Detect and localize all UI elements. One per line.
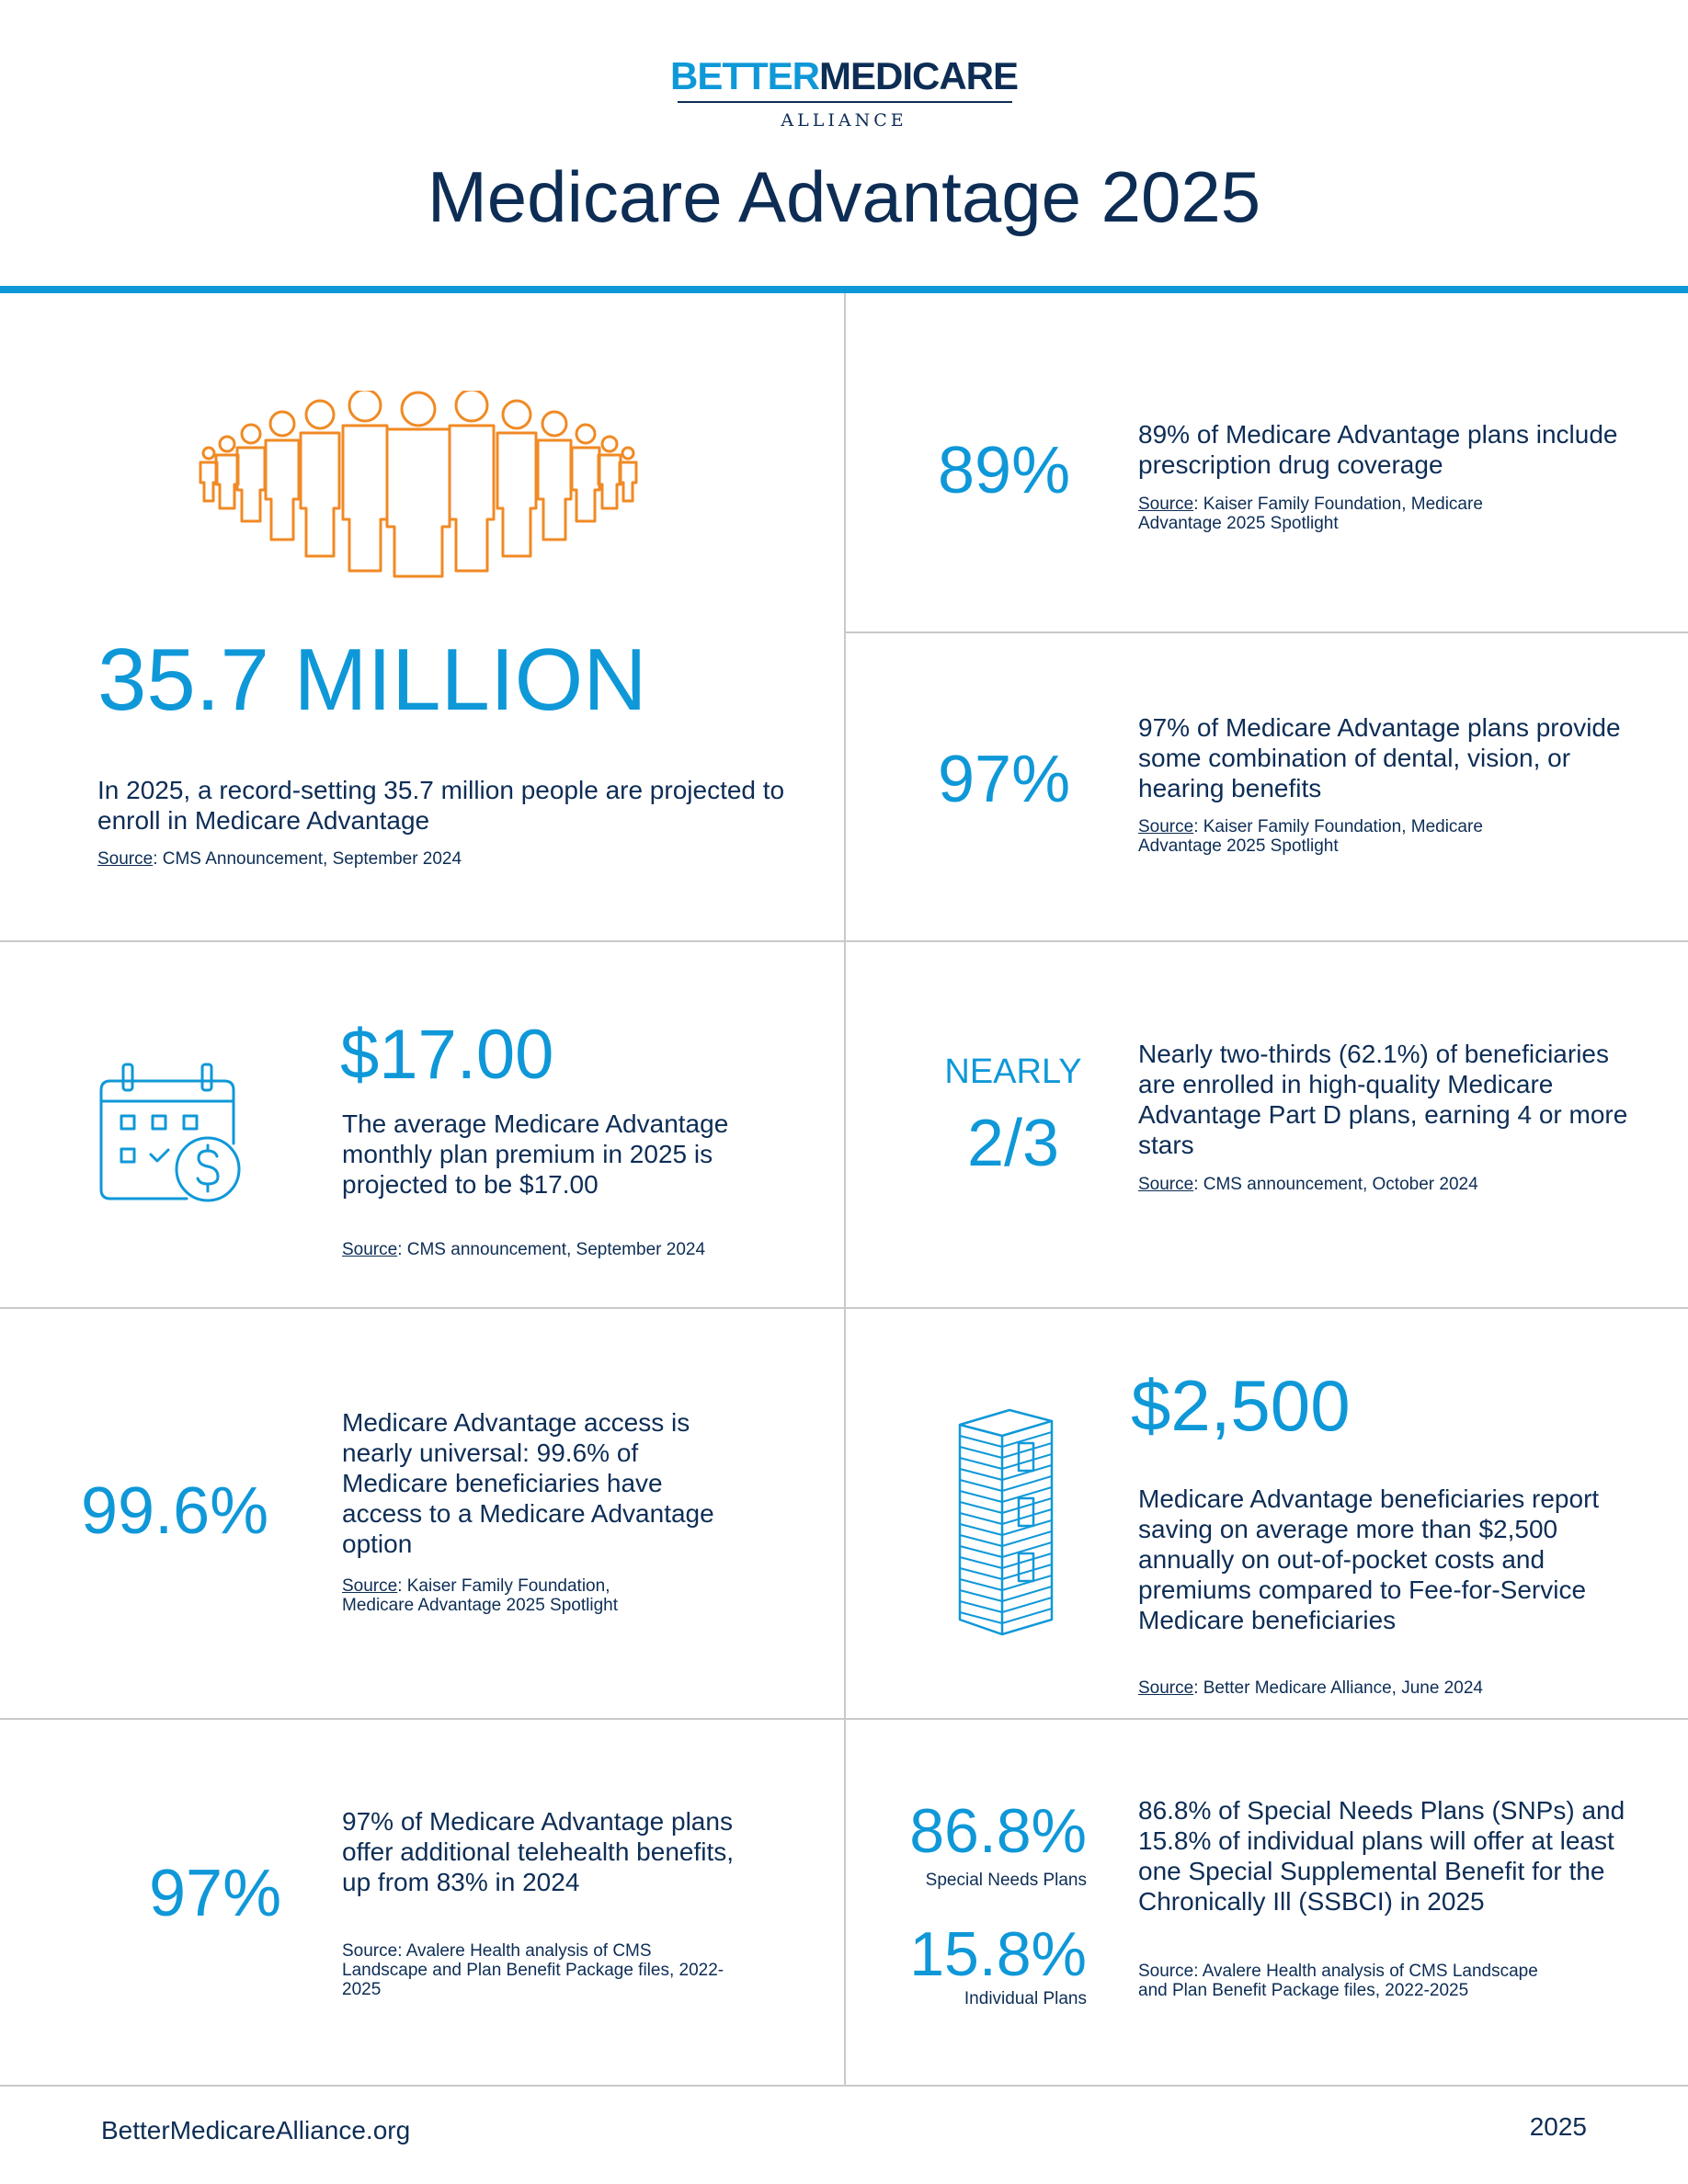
dental-vision-value: 97% [938,743,1071,816]
enrollment-source: Source: CMS Announcement, September 2024 [97,849,462,869]
row-divider [0,1718,1688,1720]
footer-website[interactable]: BetterMedicareAlliance.org [101,2116,411,2144]
people-crowd-icon [198,391,639,579]
premium-text: The average Medicare Advantage monthly plan premium in 2025 is projected to be $17.00 [342,1109,729,1199]
drug-coverage-value: 89% [938,434,1071,507]
row-divider [0,1307,1688,1309]
calendar-dollar-icon [99,1061,246,1208]
snp-value: 86.8% [909,1796,1087,1866]
savings-text: Medicare Advantage beneficiaries report saving on average more than $2,500 annually on out-of-pocket costs and premiums compared to Fee-for-Service Medicare beneficiaries [1138,1484,1600,1634]
row-divider [844,631,1688,633]
logo-part-better: BETTER [669,54,819,97]
premium-value: $17.00 [340,1016,554,1094]
money-stack-icon [956,1406,1057,1638]
dental-vision-source: Source: Kaiser Family Foundation, Medicare Advantage 2025 Spotlight [1138,817,1483,856]
logo-divider [678,101,1012,103]
ssbci-source: Source: Avalere Health analysis of CMS Landscape and Plan Benefit Package files, 2022-2025 [1138,1962,1538,2000]
logo-part-medicare: MEDICARE [818,54,1018,97]
logo-subtitle: ALLIANCE [781,110,907,131]
premium-source: Source: CMS announcement, September 2024 [342,1240,706,1259]
star-ratings-text: Nearly two-thirds (62.1%) of beneficiaries are enrolled in high-quality Medicare Advantage Part D plans, earning 4 or more stars [1138,1040,1628,1159]
savings-source: Source: Better Medicare Alliance, June 2024 [1138,1678,1483,1698]
snp-label: Special Needs Plans [925,1871,1087,1890]
row-divider [0,940,1688,942]
header-rule [0,286,1688,293]
drug-coverage-text: 89% of Medicare Advantage plans include prescription drug coverage [1138,420,1618,479]
ssbci-text: 86.8% of Special Needs Plans (SNPs) and 15.8% of individual plans will offer at least one Special Supplemental Benefit for the Chronically Ill (SSBCI) in 2025 [1138,1796,1625,1916]
access-value: 99.6% [81,1474,269,1548]
telehealth-value: 97% [149,1857,282,1930]
drug-coverage-source: Source: Kaiser Family Foundation, Medicare Advantage 2025 Spotlight [1138,495,1483,533]
enrollment-value: 35.7 MILLION [97,631,647,729]
telehealth-text: 97% of Medicare Advantage plans offer additional telehealth benefits, up from 83% in 2024 [342,1807,735,1896]
star-ratings-source: Source: CMS announcement, October 2024 [1138,1175,1478,1194]
access-source: Source: Kaiser Family Foundation, Medicare Advantage 2025 Spotlight [342,1576,618,1615]
star-ratings-value: 2/3 [966,1107,1060,1180]
column-divider [844,293,846,2086]
source-label: Source [97,849,154,869]
star-ratings-prefix: NEARLY [944,1052,1082,1091]
individual-value: 15.8% [909,1919,1087,1989]
telehealth-source: Source: Avalere Health analysis of CMS Landscape and Plan Benefit Package files, 2022-2025 [342,1941,724,1999]
enrollment-text: In 2025, a record-setting 35.7 million people are projected to enroll in Medicare Advantage [97,776,785,835]
individual-label: Individual Plans [964,1989,1087,2008]
page-title: Medicare Advantage 2025 [427,156,1261,237]
dental-vision-text: 97% of Medicare Advantage plans provide some combination of dental, vision, or hearing benefits [1138,713,1621,802]
savings-value: $2,500 [1131,1365,1351,1446]
access-text: Medicare Advantage access is nearly universal: 99.6% of Medicare beneficiaries have access to a Medicare Advantage option [342,1408,714,1558]
logo-wordmark [0,54,1688,97]
footer-year: 2025 [1529,2112,1587,2141]
row-divider [0,2085,1688,2087]
